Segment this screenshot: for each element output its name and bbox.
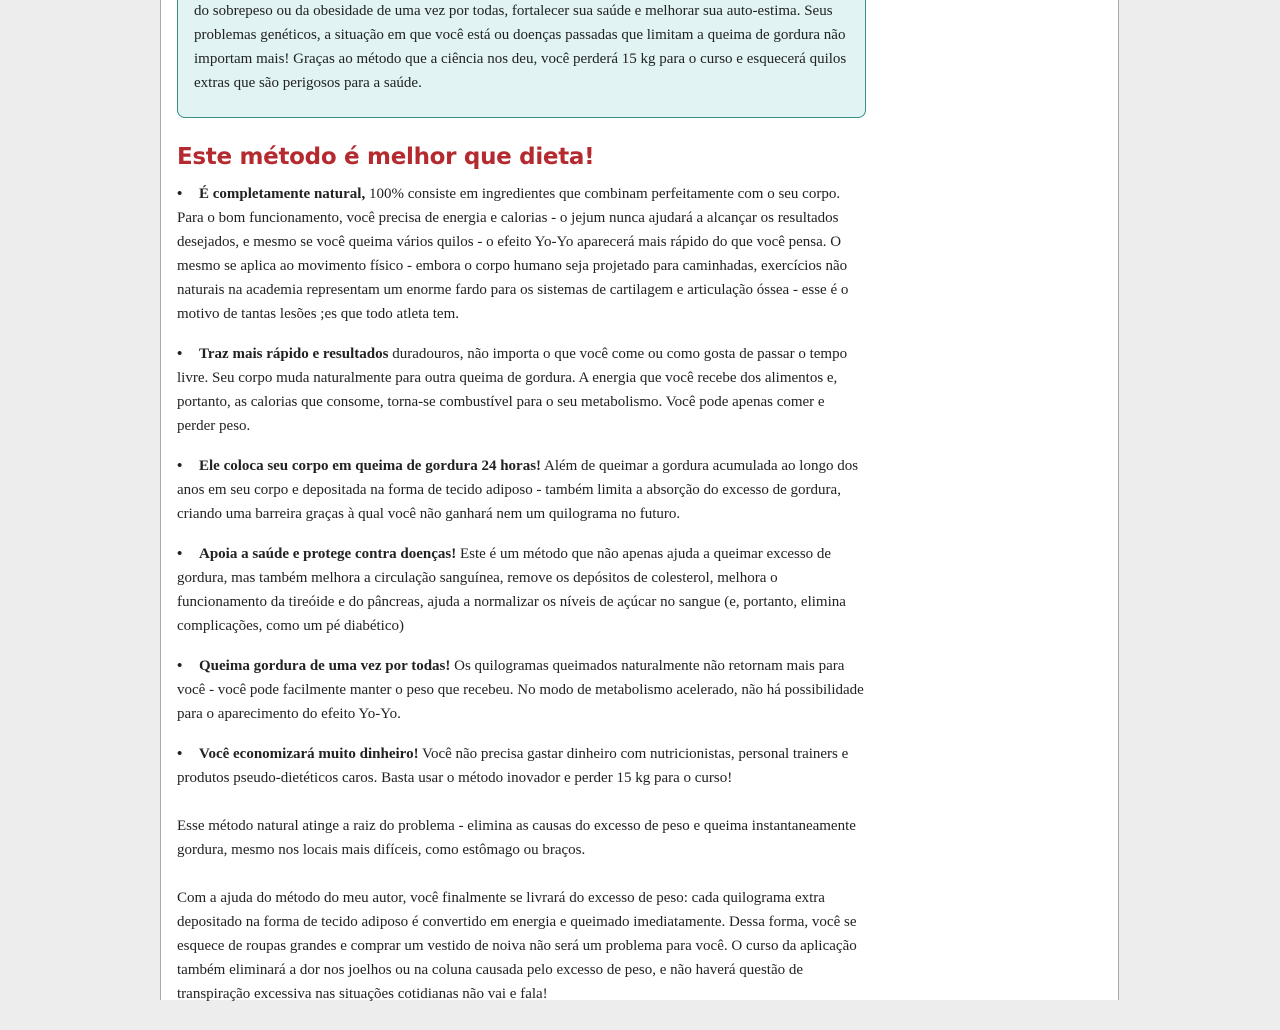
article-page bbox=[160, 0, 1119, 1000]
bullet-icon: • bbox=[177, 746, 183, 762]
body-paragraph: Com a ajuda do método do meu autor, você finalmente se livrará do excesso de peso: cada quilograma extra depositado na forma de tecido adiposo é convertido em energia e queimado imediatamente. Dessa forma, você se esquece de roupas grandes e comprar um vestido de noiva não será um problema para você. O curso da aplicação também eliminará a dor nos joelhos ou na coluna causada pelo excesso de peso, e não haverá questão de transpiração excessiva nas situações cotidianas não vai e fala! bbox=[177, 890, 857, 1002]
bullet-icon: • bbox=[177, 658, 183, 674]
benefit-text: 100% consiste em ingredientes que combinam perfeitamente com o seu corpo. Para o bom funcionamento, você precisa de energia e calorias - o jejum nunca ajudará a alcançar os resultados desejados, e mesmo se você queima vários quilos - o efeito Yo-Yo aparecerá mais rápido do que você pensa. O mesmo se aplica ao movimento físico - embora o corpo humano seja projetado para caminhadas, exercícios não naturais na academia representam um enorme fardo para os sistemas de cartilagem e articulação óssea - esse é o motivo de tantas lesões ;es que todo atleta tem. bbox=[177, 186, 849, 322]
benefit-item bbox=[177, 542, 866, 638]
bullet-icon: • bbox=[177, 186, 183, 202]
benefit-text: Este é um método que não apenas ajuda a queimar excesso de gordura, mas também melhora a circulação sanguínea, remove os depósitos de colesterol, melhora o funcionamento da tireóide e do pâncreas, ajuda a normalizar os níveis de açúcar no sangue (e, portanto, elimina complicações, como um pé diabético) bbox=[177, 546, 846, 634]
bullet-icon: • bbox=[177, 546, 183, 562]
article-content bbox=[177, 0, 866, 1030]
bullet-icon: • bbox=[177, 458, 183, 474]
benefit-title: Queima gordura de uma vez por todas! bbox=[199, 658, 451, 674]
section-heading: Este método é melhor que dieta! bbox=[177, 144, 595, 170]
benefit-text: duradouros, não importa o que você come ou como gosta de passar o tempo livre. Seu corpo muda naturalmente para outra queima de gordura. A energia que você recebe dos alimentos e, portanto, as calorias que consome, torna-se combustível para o seu metabolismo. Você pode apenas comer e perder peso. bbox=[177, 346, 848, 434]
benefit-text: Os quilogramas queimados naturalmente não retornam mais para você - você pode facilmente manter o peso que recebeu. No modo de metabolismo acelerado, não há possibilidade para o aparecimento do efeito Yo-Yo. bbox=[177, 658, 864, 722]
callout-line: do sobrepeso ou da obesidade de uma vez por todas, fortalecer sua saúde e melhorar sua auto-estima. bbox=[194, 3, 801, 19]
benefit-item bbox=[177, 182, 866, 326]
benefit-item bbox=[177, 742, 866, 790]
benefit-title: Ele coloca seu corpo em queima de gordura 24 horas! bbox=[199, 458, 542, 474]
spacer bbox=[177, 806, 866, 814]
bullet-icon: • bbox=[177, 346, 183, 362]
benefit-text: Você não precisa gastar dinheiro com nutricionistas, personal trainers e produtos pseudo-dietéticos caros. Basta usar o método inovador e perder 15 kg para o curso! bbox=[177, 746, 849, 786]
benefit-item bbox=[177, 654, 866, 726]
benefit-title: Você economizará muito dinheiro! bbox=[199, 746, 419, 762]
callout-line: gordura não importam mais! Graças ao método que a ciência nos deu, você perderá 15 kg para o bbox=[194, 27, 846, 67]
callout-line: Seus problemas genéticos, a situação em que você está ou doenças passadas que limitam a queima de bbox=[194, 3, 833, 43]
callout-line: curso e esquecerá quilos extras que são perigosos para a saúde. bbox=[194, 51, 847, 91]
benefit-title: Apoia a saúde e protege contra doenças! bbox=[199, 546, 457, 562]
callout-text bbox=[194, 0, 849, 95]
benefit-title: Traz mais rápido e resultados bbox=[199, 346, 389, 362]
benefit-item bbox=[177, 342, 866, 438]
benefit-item bbox=[177, 454, 866, 526]
body-paragraph: Esse método natural atinge a raiz do problema - elimina as causas do excesso de peso e queima instantaneamente gordura, mesmo nos locais mais difíceis, como estômago ou braços. bbox=[177, 818, 856, 858]
benefit-text: Além de queimar a gordura acumulada ao longo dos anos em seu corpo e depositada na forma de tecido adiposo - também limita a absorção do excesso de gordura, criando uma barreira graças à qual você não ganhará nem um quilograma no futuro. bbox=[177, 458, 859, 522]
benefits-list bbox=[177, 182, 866, 790]
benefit-title: É completamente natural, bbox=[199, 186, 366, 202]
highlight-callout-box bbox=[177, 0, 866, 118]
